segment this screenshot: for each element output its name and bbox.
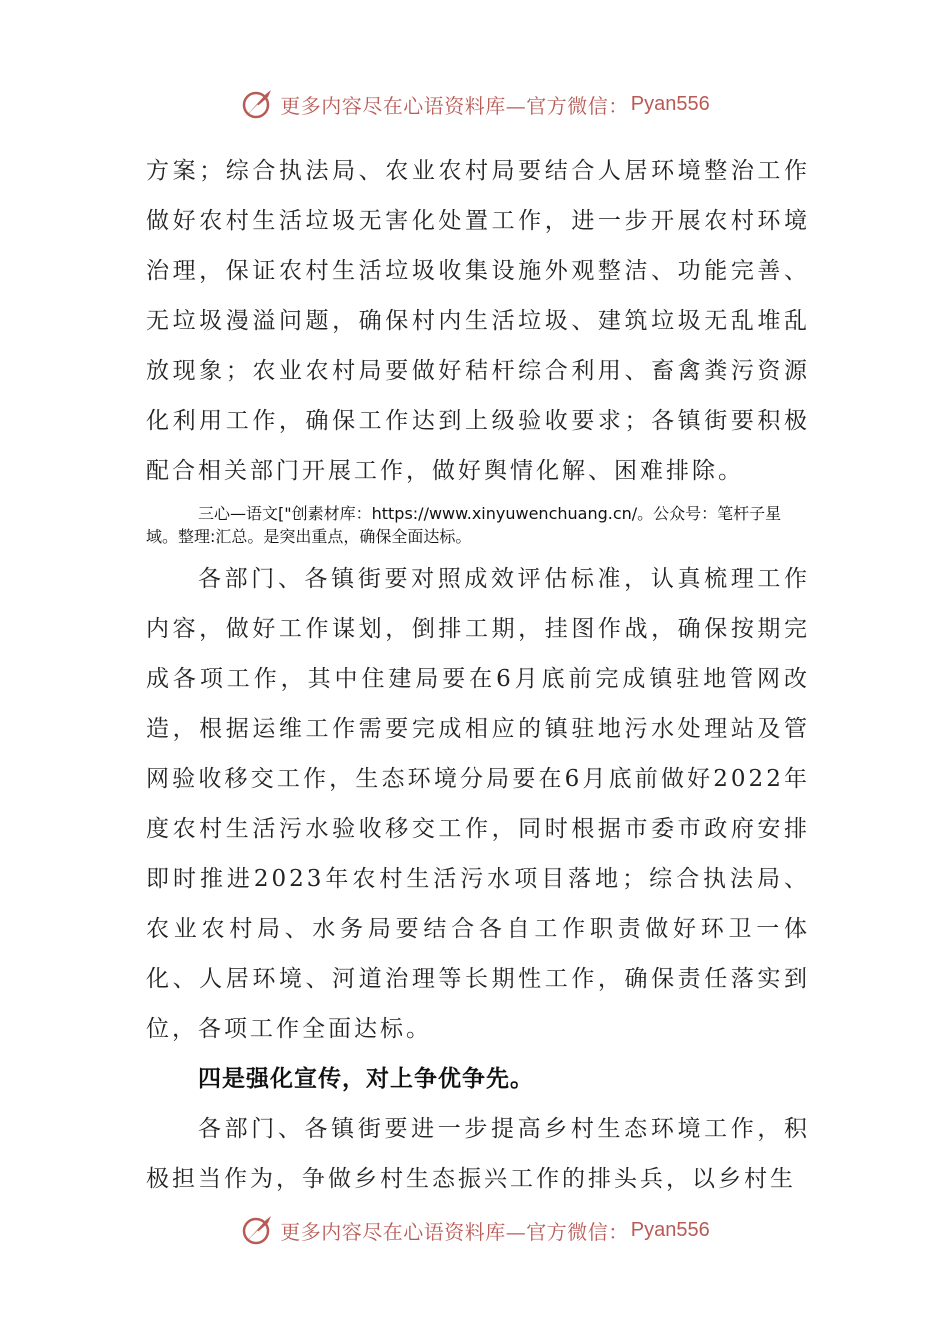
banner-text: 更多内容尽在心语资料库—官方微信： [280,1219,629,1244]
wechat-id: Pyan556 [630,1218,710,1241]
body-paragraph: 各部门、各镇街要进一步提高乡村生态环境工作，积极担当作为，争做乡村生态振兴工作的排头兵，以乡村生 [146,1116,810,1192]
document-body [146,146,810,1204]
header-banner [0,84,950,124]
quill-pen-logo-icon [240,86,276,122]
banner-text: 更多内容尽在心语资料库—官方微信： [280,93,629,118]
body-paragraph: 各部门、各镇街要对照成效评估标准，认真梳理工作内容，做好工作谋划，倒排工期，挂图作战，确保按期完成各项工作，其中住建局要在6月底前完成镇驻地管网改造，根据运维工作需要完成相应的镇驻地污水处理站及管网验收移交工作，生态环境分局要在6月底前做好2022年度农村生活污水验收移交工作，同时根据市委市政府安排即时推进2023年农村生活污水项目落地；综合执法局、农业农村局、水务局要结合各自工作职责做好环卫一体化、人居环境、河道治理等长期性工作，确保责任落实到位，各项工作全面达标。 [146,566,810,1042]
footer-banner [0,1210,950,1250]
wechat-id: Pyan556 [630,92,710,115]
quill-pen-logo-icon [240,1212,276,1248]
source-note: 三心—语文["创素材库：https://www.xinyuwenchuang.cn/。公众号：笔杆子星域。整理:汇总。是突出重点，确保全面达标。 [146,504,782,546]
section-heading: 四是强化宣传，对上争优争先。 [198,1065,534,1092]
body-paragraph: 方案；综合执法局、农业农村局要结合人居环境整治工作做好农村生活垃圾无害化处置工作，进一步开展农村环境治理，保证农村生活垃圾收集设施外观整洁、功能完善、无垃圾漫溢问题，确保村内生活垃圾、建筑垃圾无乱堆乱放现象；农业农村局要做好秸杆综合利用、畜禽粪污资源化利用工作，确保工作达到上级验收要求；各镇街要积极配合相关部门开展工作，做好舆情化解、困难排除。 [146,158,810,484]
